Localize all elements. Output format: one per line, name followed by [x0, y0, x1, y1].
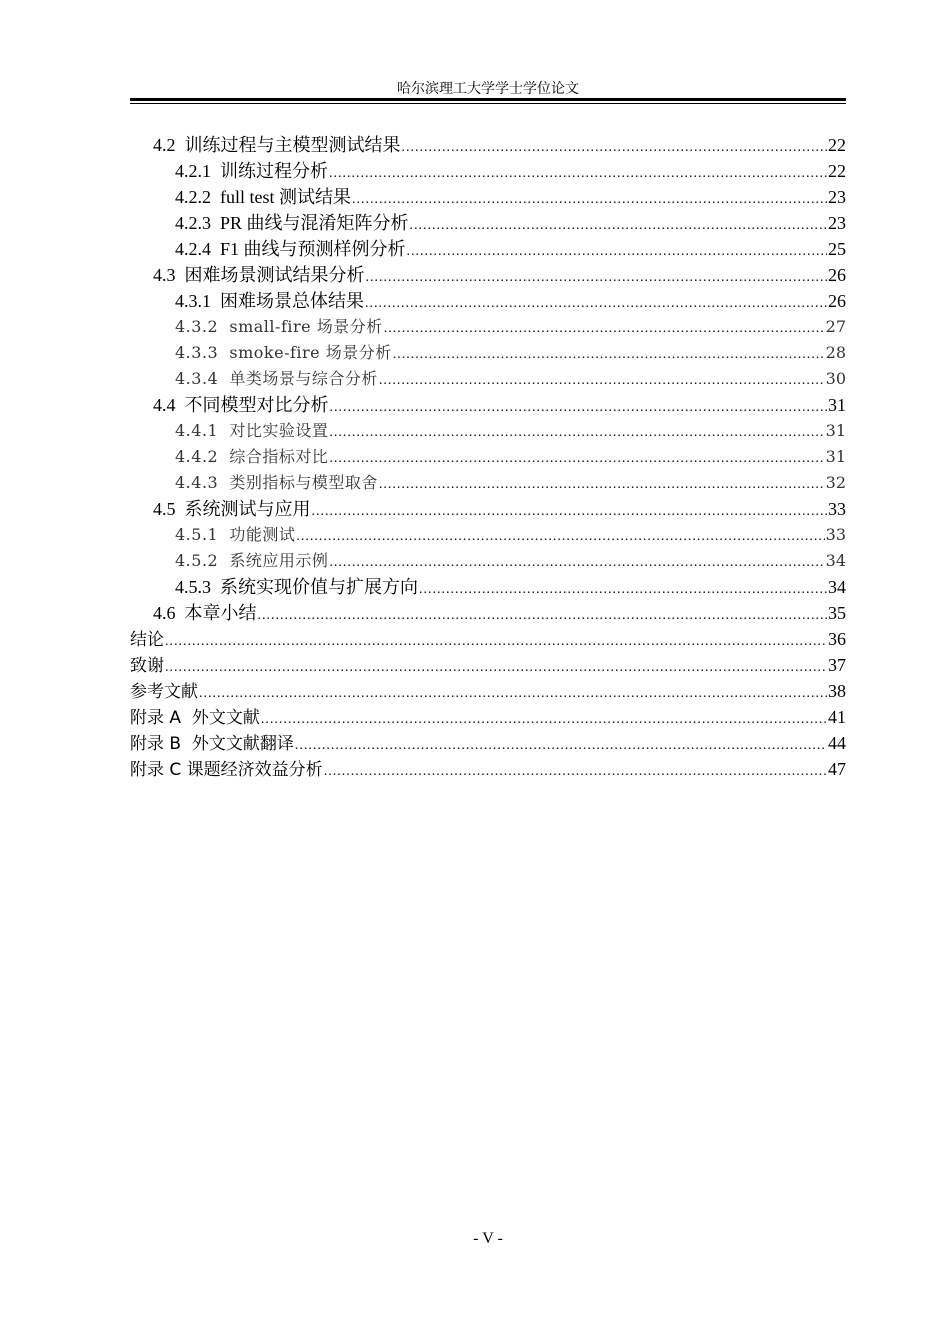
toc-dot-leader: [329, 420, 824, 446]
toc-entry[interactable]: [130, 626, 846, 652]
toc-entry-page-number: 23: [828, 187, 846, 207]
toc-entry-title: 4.4 不同模型对比分析: [153, 395, 329, 415]
toc-entry[interactable]: [130, 730, 846, 756]
toc-entry-page-number: 27: [825, 317, 846, 336]
toc-entry-title: 4.4.1 对比实验设置: [175, 421, 329, 440]
toc-dot-leader: [296, 524, 824, 550]
toc-entry-page-number: 38: [828, 681, 846, 701]
toc-entry[interactable]: [130, 340, 846, 366]
toc-entry[interactable]: [130, 366, 846, 392]
toc-entry-page-number: 41: [828, 707, 846, 727]
toc-entry-page-number: 35: [828, 603, 846, 623]
toc-entry-title: 4.6 本章小结: [153, 603, 257, 623]
toc-entry-title: 附录 A 外文文献: [130, 708, 260, 728]
toc-entry[interactable]: [130, 522, 846, 548]
toc-entry-page-number: 47: [828, 759, 846, 779]
page-number-footer: - V -: [473, 1230, 503, 1247]
toc-entry-page-number: 36: [828, 629, 846, 649]
toc-entry-page-number: 37: [828, 655, 846, 675]
toc-entry[interactable]: [130, 158, 846, 184]
toc-entry-page-number: 30: [825, 369, 846, 388]
header-rule-thick: [130, 98, 846, 101]
toc-entry-title: 4.3 困难场景测试结果分析: [153, 265, 365, 285]
toc-entry-page-number: 34: [828, 577, 846, 597]
toc-entry-page-number: 25: [828, 239, 846, 259]
toc-entry-page-number: 22: [828, 161, 846, 181]
toc-entry[interactable]: [130, 678, 846, 704]
toc-entry[interactable]: [130, 470, 846, 496]
toc-entry-title: 4.2.4 F1 曲线与预测样例分析: [175, 239, 406, 259]
toc-entry[interactable]: [130, 236, 846, 262]
toc-entry[interactable]: [130, 574, 846, 600]
toc-entry[interactable]: [130, 314, 846, 340]
toc-entry-page-number: 33: [828, 499, 846, 519]
toc-entry-page-number: 22: [828, 135, 846, 155]
toc-dot-leader: [324, 759, 827, 785]
toc-entry-title: 4.5.3 系统实现价值与扩展方向: [175, 577, 418, 597]
toc-dot-leader: [329, 550, 824, 576]
toc-entry-title: 致谢: [130, 656, 164, 676]
toc-dot-leader: [393, 342, 825, 368]
toc-dot-leader: [384, 316, 825, 342]
toc-entry-title: 4.3.2 small-fire 场景分析: [175, 317, 383, 336]
toc-entry-title: 4.3.4 单类场景与综合分析: [175, 369, 378, 388]
toc-entry[interactable]: [130, 288, 846, 314]
toc-entry[interactable]: [130, 600, 846, 626]
toc-entry-title: 4.3.1 困难场景总体结果: [175, 291, 364, 311]
toc-entry-page-number: 32: [825, 473, 846, 492]
toc-entry-title: 附录 B 外文文献翻译: [130, 734, 294, 754]
toc-entry-page-number: 23: [828, 213, 846, 233]
toc-entry[interactable]: [130, 184, 846, 210]
toc-entry[interactable]: [130, 704, 846, 730]
toc-entry[interactable]: [130, 756, 846, 782]
toc-entry-title: 结论: [130, 630, 164, 650]
toc-entry-page-number: 31: [825, 447, 846, 466]
toc-entry-title: 4.5.2 系统应用示例: [175, 551, 329, 570]
toc-entry-title: 附录 C 课题经济效益分析: [130, 760, 323, 780]
toc-entry-title: 4.5.1 功能测试: [175, 525, 296, 544]
toc-entry[interactable]: [130, 132, 846, 158]
toc-entry-title: 4.2.1 训练过程分析: [175, 161, 328, 181]
toc-entry[interactable]: [130, 652, 846, 678]
toc-entry-title: 4.3.3 smoke-fire 场景分析: [175, 343, 392, 362]
toc-entry[interactable]: [130, 210, 846, 236]
running-header: 哈尔滨理工大学学士学位论文: [397, 81, 579, 97]
toc-entry-title: 4.2 训练过程与主模型测试结果: [153, 135, 401, 155]
toc-entry-page-number: 34: [825, 551, 846, 570]
toc-entry-page-number: 33: [825, 525, 846, 544]
toc-entry[interactable]: [130, 262, 846, 288]
toc-entry-page-number: 26: [828, 265, 846, 285]
toc-entry-page-number: 31: [825, 421, 846, 440]
toc-entry-page-number: 28: [825, 343, 846, 362]
toc-entry[interactable]: [130, 548, 846, 574]
toc-dot-leader: [329, 446, 824, 472]
toc-entry-title: 参考文献: [130, 682, 198, 702]
toc-entry-page-number: 44: [828, 733, 846, 753]
toc-entry-title: 4.4.3 类别指标与模型取舍: [175, 473, 378, 492]
toc-entry-page-number: 26: [828, 291, 846, 311]
toc-entry[interactable]: [130, 392, 846, 418]
toc-entry-title: 4.4.2 综合指标对比: [175, 447, 329, 466]
table-of-contents: [130, 132, 846, 782]
toc-dot-leader: [379, 472, 825, 498]
toc-entry-title: 4.5 系统测试与应用: [153, 499, 311, 519]
toc-entry[interactable]: [130, 444, 846, 470]
toc-entry-page-number: 31: [828, 395, 846, 415]
toc-dot-leader: [379, 368, 825, 394]
toc-entry[interactable]: [130, 418, 846, 444]
toc-entry-title: 4.2.2 full test 测试结果: [175, 187, 351, 207]
header-rule-thin: [130, 103, 846, 104]
toc-entry[interactable]: [130, 496, 846, 522]
toc-entry-title: 4.2.3 PR 曲线与混淆矩阵分析: [175, 213, 409, 233]
